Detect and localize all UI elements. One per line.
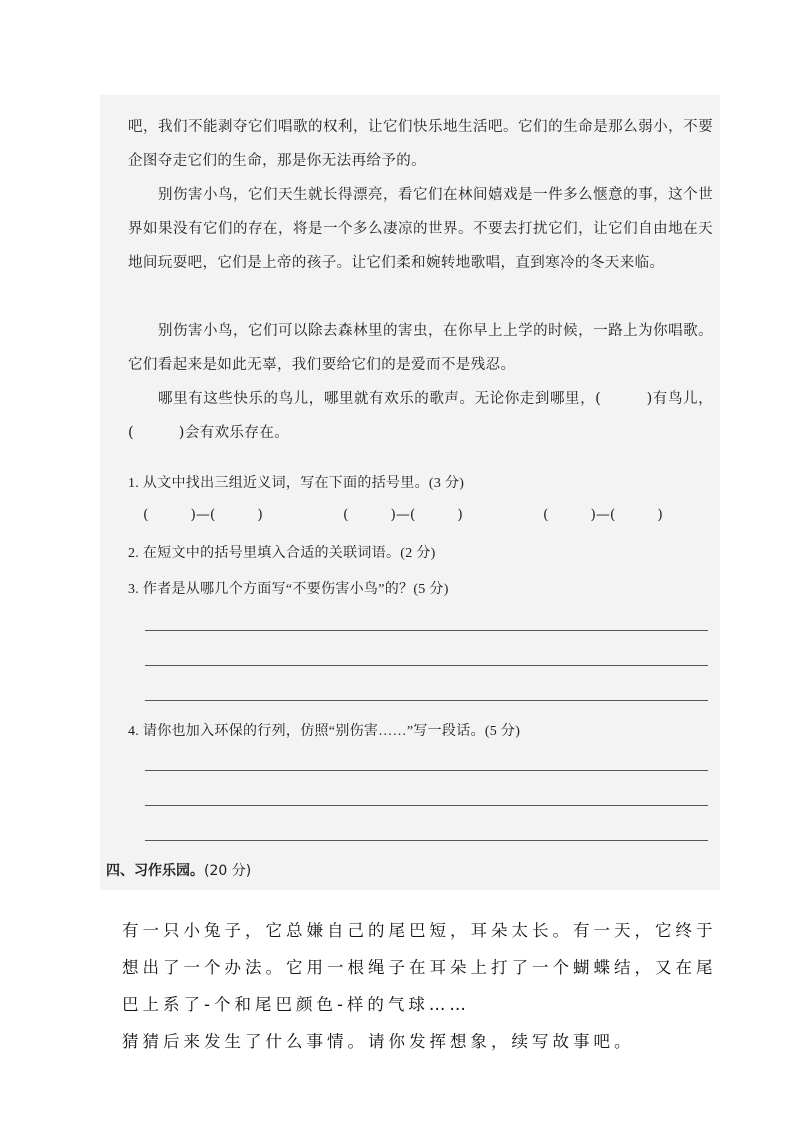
answer-line[interactable]: [145, 840, 708, 841]
passage-paragraph-2: 别伤害小鸟，它们天生就长得漂亮，看它们在林间嬉戏是一件多么惬意的事，这个世界如果没有它们的存在，将是一个多么凄凉的世界。不要去打扰它们，让它们自由地在天地间玩耍吧，它们是上帝的孩子。让它们柔和婉转地歌唱，直到寒冷的冬天来临。: [128, 187, 713, 271]
passage-paragraph-3: 别伤害小鸟，它们可以除去森林里的害虫，在你早上上学的时候，一路上为你唱歌。它们看起来是如此无辜，我们要给它们的是爱而不是残忍。: [128, 323, 713, 373]
question-4: 4. 请你也加入环保的行列，仿照“别伤害……”写一段话。(5 分): [128, 724, 521, 739]
section-4-title: 四、习作乐园。: [106, 863, 204, 879]
question-3: 3. 作者是从哪几个方面写“不要伤害小鸟”的？(5 分): [128, 582, 449, 597]
story-prompt: 猜猜后来发生了什么事情。请你发挥想象，续写故事吧。: [122, 1032, 635, 1051]
section-4-score: (20 分): [204, 863, 252, 879]
story-text: 有一只小兔子，它总嫌自己的尾巴短，耳朵太长。有一天，它终于想出了一个办法。它用一根绳子在耳朵上打了一个蝴蝶结，又在尾巴上系了-个和尾巴颜色-样的气球……: [122, 921, 717, 1014]
question-1: 1. 从文中找出三组近义词，写在下面的括号里。(3 分): [128, 476, 465, 491]
section-4-heading: [106, 860, 251, 880]
synonym-pair-2[interactable]: ( )—( ): [343, 507, 463, 523]
answer-line[interactable]: [145, 665, 708, 666]
answer-line[interactable]: [145, 805, 708, 806]
answer-line[interactable]: [145, 700, 708, 701]
synonym-pairs: [128, 504, 718, 528]
synonym-pair-1[interactable]: ( )—( ): [143, 507, 263, 523]
answer-line[interactable]: [145, 630, 708, 631]
answer-line[interactable]: [145, 770, 708, 771]
question-2: 2. 在短文中的括号里填入合适的关联词语。(2 分): [128, 546, 436, 561]
synonym-pair-3[interactable]: ( )—( ): [543, 507, 663, 523]
passage-paragraph-1: 吧，我们不能剥夺它们唱歌的权利，让它们快乐地生活吧。它们的生命是那么弱小，不要企图夺走它们的生命，那是你无法再给予的。: [128, 119, 713, 169]
passage-paragraph-4: 哪里有这些快乐的鸟儿，哪里就有欢乐的歌声。无论你走到哪里，( )有鸟儿，( )会有欢乐存在。: [128, 391, 713, 441]
